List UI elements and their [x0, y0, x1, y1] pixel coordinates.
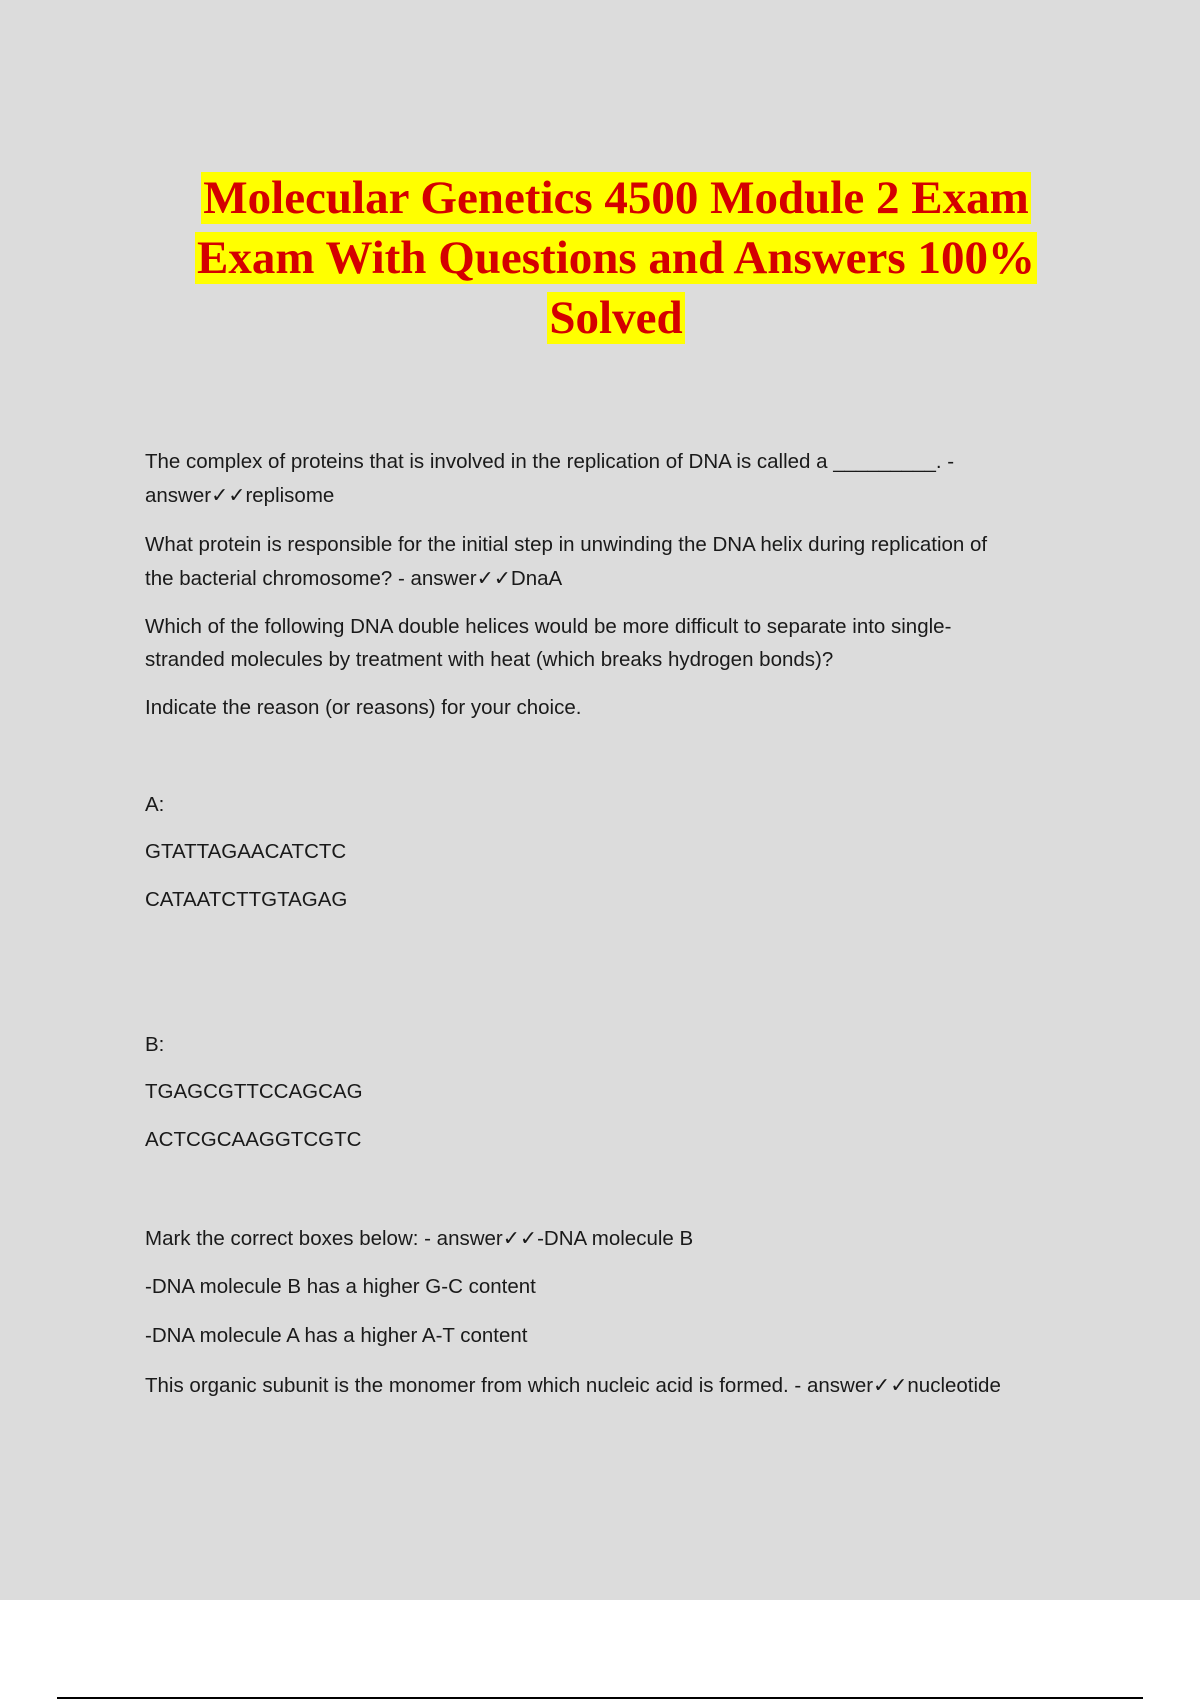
option-a-sequence-2: CATAATCTTGTAGAG	[145, 888, 348, 911]
option-b-sequence-1: TGAGCGTTCCAGCAG	[145, 1080, 363, 1103]
document-title	[100, 168, 1132, 348]
question-1-line-1: The complex of proteins that is involved in the replication of DNA is called a _________. -	[145, 450, 955, 473]
answer-line-3: -DNA molecule A has a higher A-T content	[145, 1324, 528, 1347]
title-line-2: Exam With Questions and Answers 100%	[197, 232, 1035, 284]
question-2-line-1: What protein is responsible for the initial step in unwinding the DNA helix during replication of	[145, 533, 988, 556]
option-b-label: B:	[145, 1033, 165, 1056]
question-2-line-2: the bacterial chromosome? - answer✓✓DnaA	[145, 567, 563, 590]
question-3-line-1: Which of the following DNA double helices would be more difficult to separate into single-	[145, 615, 952, 638]
footer-divider	[57, 1697, 1143, 1699]
option-a-label: A:	[145, 793, 165, 816]
title-line-1: Molecular Genetics 4500 Module 2 Exam	[203, 172, 1029, 224]
question-1-line-2: answer✓✓replisome	[145, 484, 335, 507]
answer-line-2: -DNA molecule B has a higher G-C content	[145, 1275, 536, 1298]
question-3-line-3: Indicate the reason (or reasons) for your choice.	[145, 696, 582, 719]
option-b-sequence-2: ACTCGCAAGGTCGTC	[145, 1128, 362, 1151]
title-line-3: Solved	[549, 292, 683, 344]
question-4-line-1: This organic subunit is the monomer from which nucleic acid is formed. - answer✓✓nucleotide	[145, 1374, 1001, 1397]
answer-line-1: Mark the correct boxes below: - answer✓✓-DNA molecule B	[145, 1227, 694, 1250]
question-3-line-2: stranded molecules by treatment with heat (which breaks hydrogen bonds)?	[145, 648, 834, 671]
option-a-sequence-1: GTATTAGAACATCTC	[145, 840, 347, 863]
